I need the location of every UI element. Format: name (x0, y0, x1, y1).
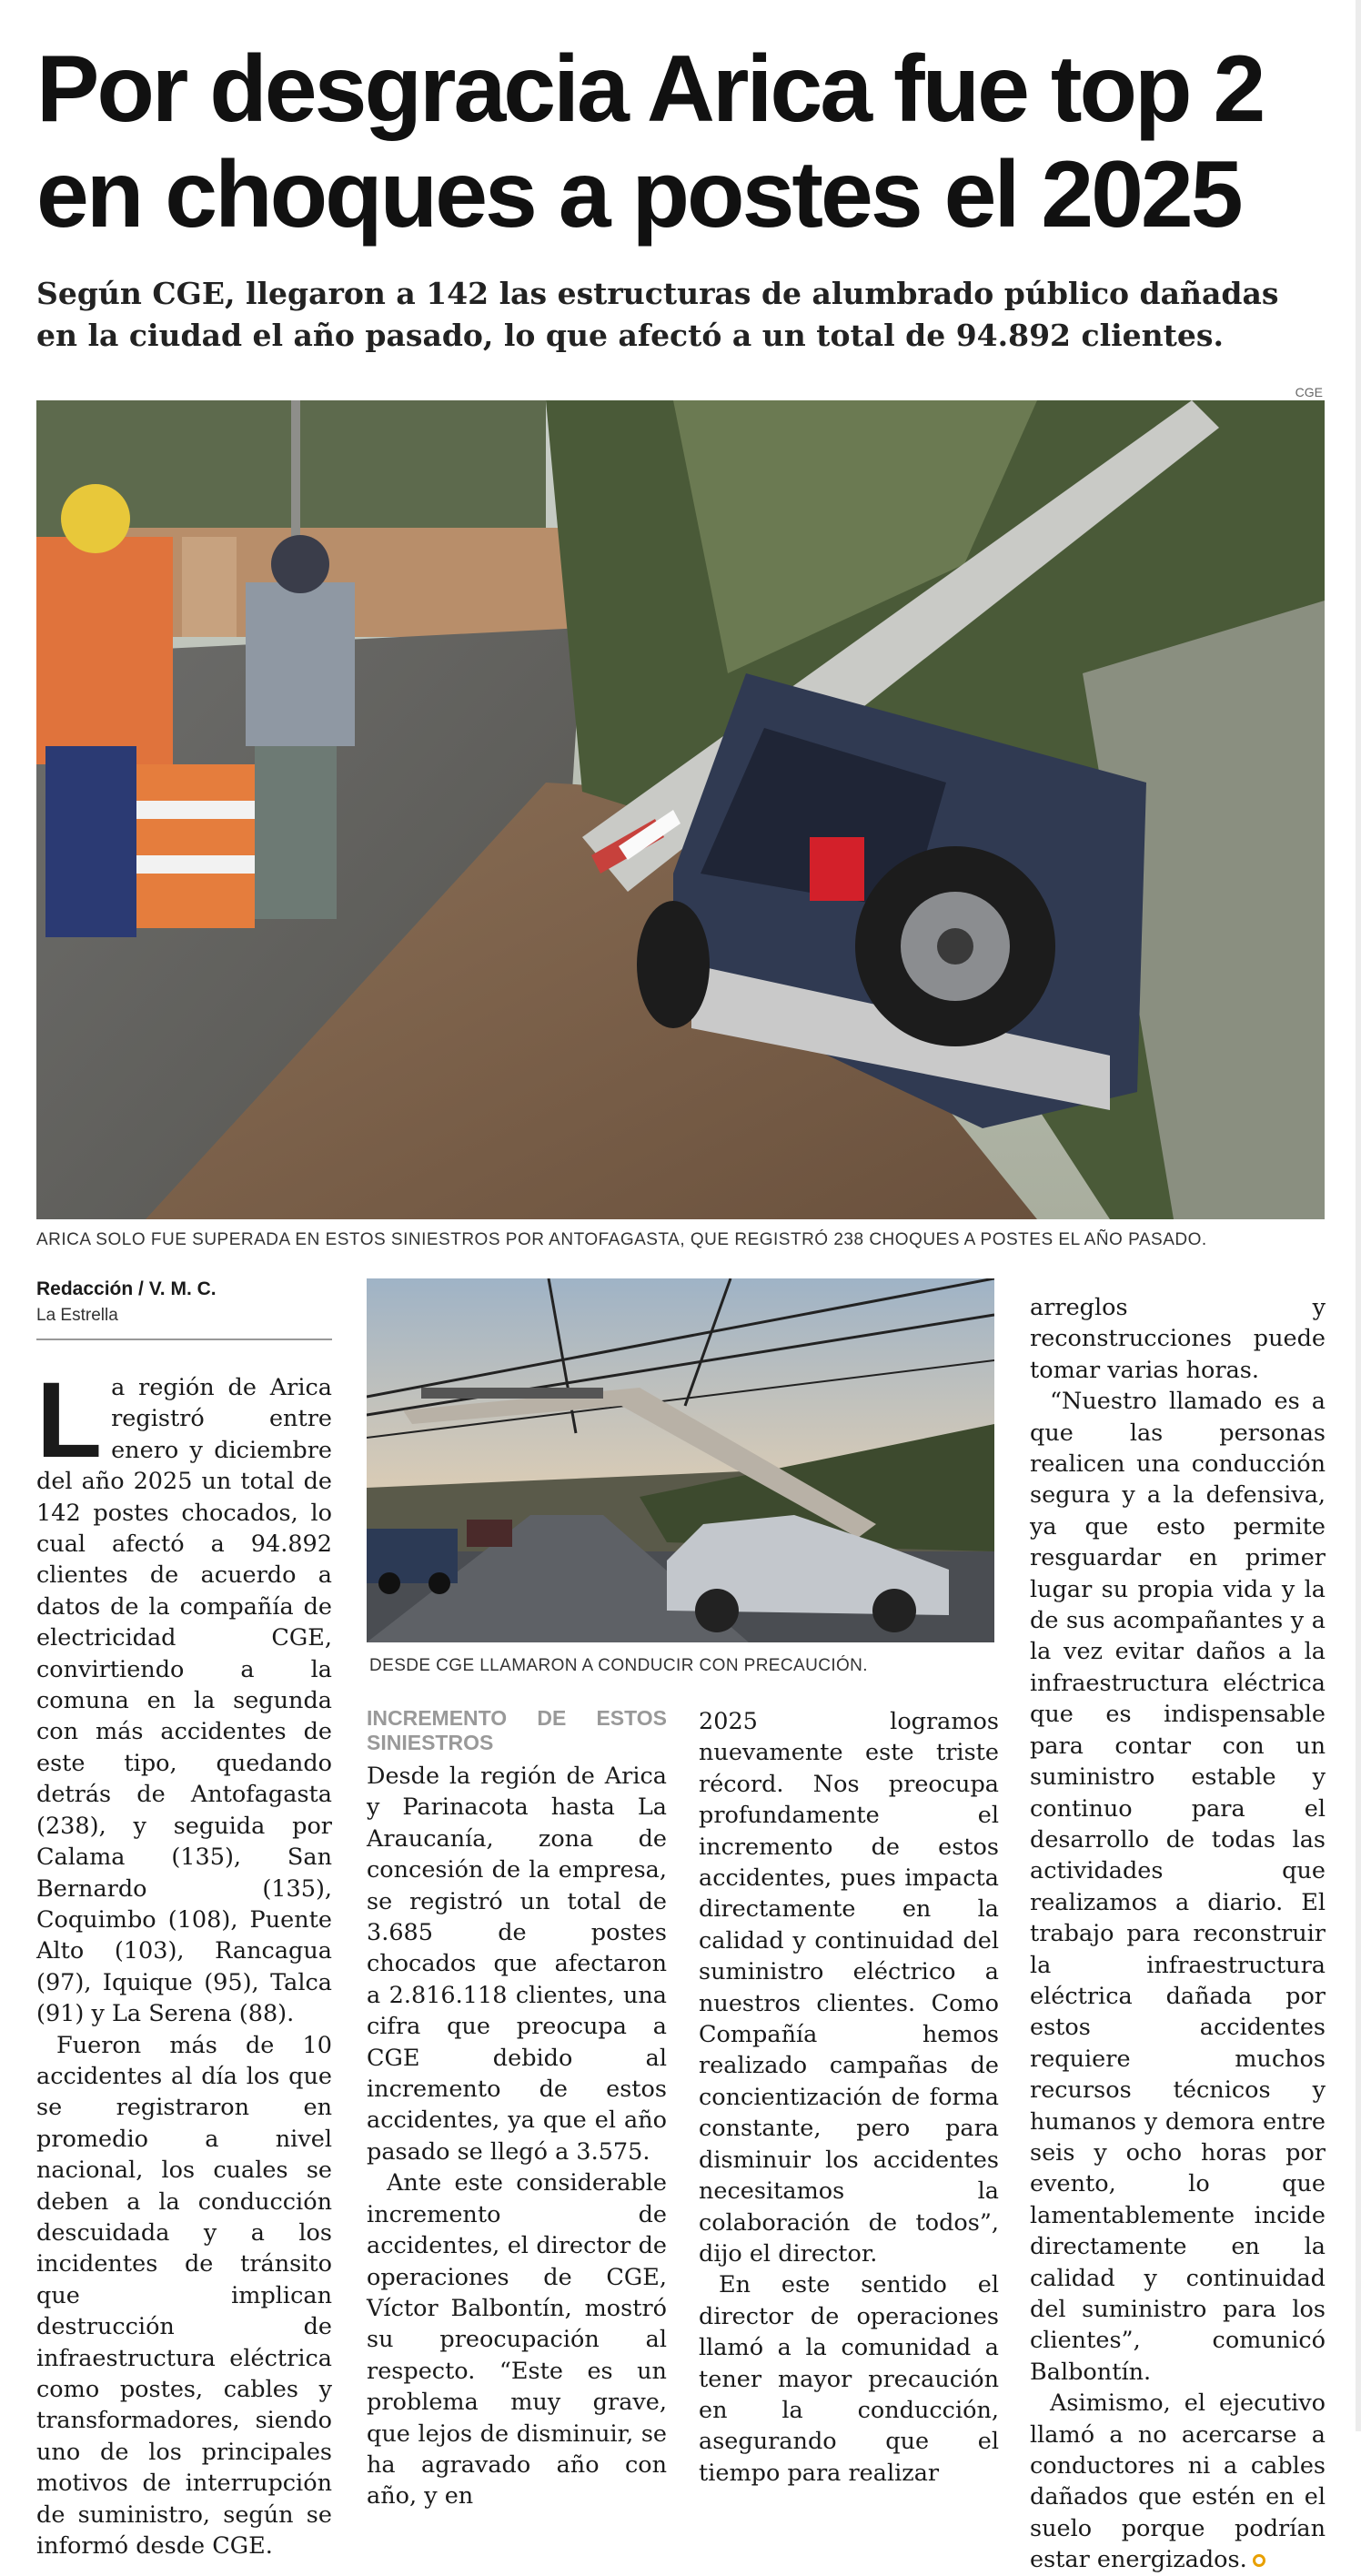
byline-author: Redacción / V. M. C. (36, 1278, 217, 1299)
section-subhead: INCREMENTO DE ESTOS SINIESTROS (367, 1706, 667, 1754)
body-paragraph: Ante este considerable incremento de accidentes, el director de operaciones de CGE, Víctor Balbontín, mostró su preocupación al respecto. “Este es un problema muy grave, que lejos de disminuir, se ha agravado año con año, y en (367, 2169, 667, 2510)
body-column-2 (367, 1706, 667, 2512)
body-paragraph: 2025 logramos nuevamente este triste récord. Nos preocupa profundamente el incremento de estos accidentes, pues impacta directamente en la calidad y continuidad del suministro eléctrico a nuestros clientes. Como Compañía hemos realizado campañas de concientización de forma constante, pero para disminuir los accidentes necesitamos la colaboración de todos”, dijo el director. (699, 1708, 999, 2268)
headline: Por desgracia Arica fue top 2 en choques a postes el 2025 (36, 36, 1264, 247)
main-photo-caption: ARICA SOLO FUE SUPERADA EN ESTOS SINIESTROS POR ANTOFAGASTA, QUE REGISTRÓ 238 CHOQUES A POSTES EL AÑO PASADO. (36, 1230, 1207, 1249)
dropcap-letter: L (36, 1360, 103, 1480)
byline-rule (36, 1339, 332, 1340)
body-paragraph: En este sentido el director de operaciones llamó a la comunidad a tener mayor precaución en la conducción, asegurando que el tiempo para realizar (699, 2271, 999, 2487)
second-photo-caption: DESDE CGE LLAMARON A CONDUCIR CON PRECAUCIÓN. (369, 1656, 868, 1675)
byline-outlet: La Estrella (36, 1306, 118, 1325)
body-paragraph: Fueron más de 10 accidentes al día los que se registraron en promedio a nivel nacional, los cuales se deben a la conducción descuidada y a los incidentes de tránsito que implican destrucción de infraestructura eléctrica como postes, cables y transformadores, siendo uno de los principales motivos de interrupción de suministro, según se informó desde CGE. (36, 2031, 332, 2561)
body-paragraph: a región de Arica registró entre enero y diciembre del año 2025 un total de 142 postes chocados, lo cual afectó a 94.892 clientes de acuerdo a datos de la compañía de electricidad CGE, convirtiendo a la comuna en la segunda con más accidentes de este tipo, quedando detrás de Antofagasta (238), y seguida por Calama (135), San Bernardo (135), Coquimbo (108), Puente Alto (103), Rancagua (97), Iquique (95), Talca (91) y La Serena (88). (36, 1374, 332, 2028)
body-paragraph-text: Asimismo, el ejecutivo llamó a no acercarse a conductores ni a cables dañados que estén en el suelo porque podrían estar energizados. (1030, 2389, 1326, 2574)
body-paragraph: arreglos y reconstrucciones puede tomar varias horas. (1030, 1294, 1326, 1384)
body-paragraph: Desde la región de Arica y Parinacota hasta La Araucanía, zona de concesión de la empresa, se registró un total de 3.685 de postes chocados que afectaron a 2.816.118 clientes, una cifra que preocupa a CGE debido al incremento de estos accidentes, ya que el año pasado se llegó a 3.575. (367, 1763, 667, 2166)
body-paragraph-final (1030, 2388, 1326, 2575)
body-column-4 (1030, 1292, 1326, 2576)
body-paragraph: “Nuestro llamado es a que las personas realicen una conducción segura y a la defensiva, ya que esto permite resguardar en primer lugar su propia vida y la de sus acompañantes y a la vez evitar daños a la infraestructura eléctrica que es indispensable para contar con un suministro estable y continuo para el desarrollo de todas las actividades que realizamos a diario. El trabajo para reconstruir la infraestructura eléctrica dañada por estos accidentes requiere muchos recursos técnicos y humanos y demora entre seis y ocho horas por evento, lo que lamentablemente incide directamente en la calidad y continuidad del suministro para los clientes”, comunicó Balbontín. (1030, 1388, 1326, 2386)
deck-subtitle: Según CGE, llegaron a 142 las estructuras de alumbrado público dañadas en la ciudad el año pasado, lo que afectó a un total de 94.892 clientes. (36, 276, 1279, 353)
end-of-article-circle-icon (1253, 2554, 1265, 2567)
main-photo-crashed-suv (36, 400, 1325, 1219)
page-edge-strip (1356, 0, 1361, 2431)
second-photo-crashed-car (367, 1278, 994, 1642)
byline (36, 1278, 332, 1340)
body-column-1 (36, 1360, 332, 2561)
body-column-3 (699, 1706, 999, 2489)
photo-credit: CGE (1295, 385, 1323, 399)
